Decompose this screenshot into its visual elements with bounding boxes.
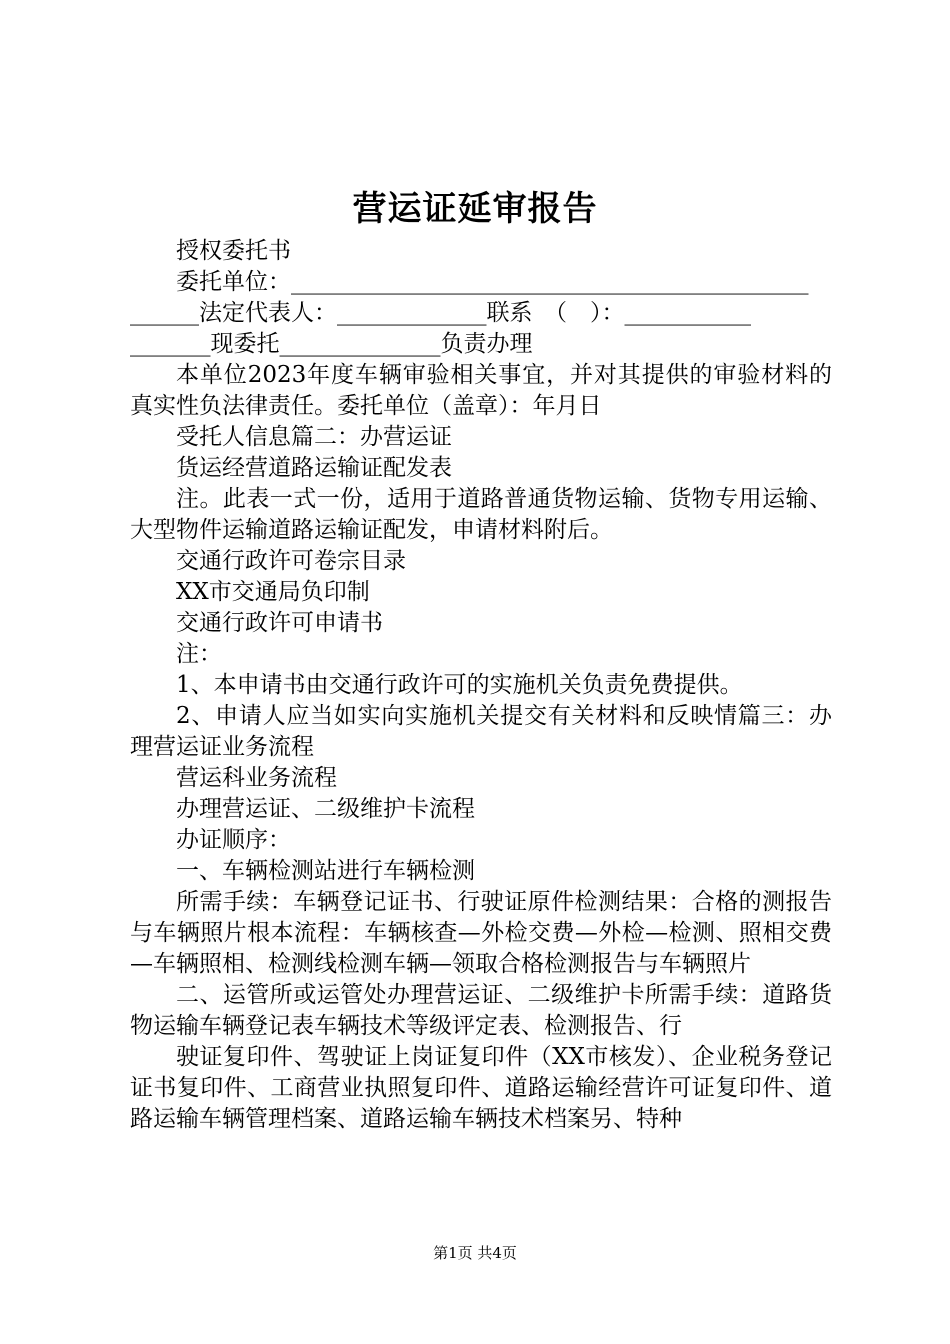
paragraph-7: 货运经营道路运输证配发表 <box>176 455 452 481</box>
paragraph-13: 1、本申请书由交通行政许可的实施机关负责免费提供。 <box>176 672 743 698</box>
paragraph-16: 办理营运证、二级维护卡流程 <box>176 796 475 822</box>
paragraph-20: 二、运管所或运管处办理营运证、二级维护卡所需手续：道路货物运输车辆登记表车辆技术等级评定表、检测报告、行 <box>130 982 832 1039</box>
paragraph-3: ______法定代表人：_____________联系 （ ）：___________ <box>130 300 751 326</box>
paragraph-21: 驶证复印件、驾驶证上岗证复印件（XX市核发）、企业税务登记证书复印件、工商营业执照复印件、道路运输经营许可证复印件、道路运输车辆管理档案、道路运输车辆技术档案另、特种 <box>130 1044 832 1132</box>
document-body <box>130 236 832 1135</box>
paragraph-19: 所需手续：车辆登记证书、行驶证原件检测结果：合格的测报告与车辆照片根本流程：车辆核查—外检交费—外检—检测、照相交费—车辆照相、检测线检测车辆—领取合格检测报告与车辆照片 <box>130 889 832 977</box>
paragraph-11: 交通行政许可申请书 <box>176 610 383 636</box>
paragraph-10: XX市交通局负印制 <box>176 579 370 605</box>
paragraph-1: 授权委托书 <box>176 238 291 264</box>
page-footer: 第1页 共4页 <box>433 1244 517 1262</box>
paragraph-14: 2、申请人应当如实向实施机关提交有关材料和反映情篇三：办理营运证业务流程 <box>130 703 832 760</box>
paragraph-2: 委托单位：_____________________________________________ <box>176 269 809 295</box>
paragraph-6: 受托人信息篇二：办营运证 <box>176 424 452 450</box>
paragraph-12: 注： <box>176 641 222 667</box>
paragraph-17: 办证顺序： <box>176 827 291 853</box>
paragraph-4: _______现委托______________负责办理 <box>130 331 533 357</box>
paragraph-15: 营运科业务流程 <box>176 765 337 791</box>
document-title: 营运证延审报告 <box>352 189 598 229</box>
paragraph-8: 注。此表一式一份，适用于道路普通货物运输、货物专用运输、大型物件运输道路运输证配发，申请材料附后。 <box>130 486 832 543</box>
paragraph-5: 本单位2023年度车辆审验相关事宜，并对其提供的审验材料的真实性负法律责任。委托单位（盖章）：年月日 <box>130 362 832 419</box>
paragraph-18: 一、车辆检测站进行车辆检测 <box>176 858 475 884</box>
paragraph-9: 交通行政许可卷宗目录 <box>176 548 406 574</box>
